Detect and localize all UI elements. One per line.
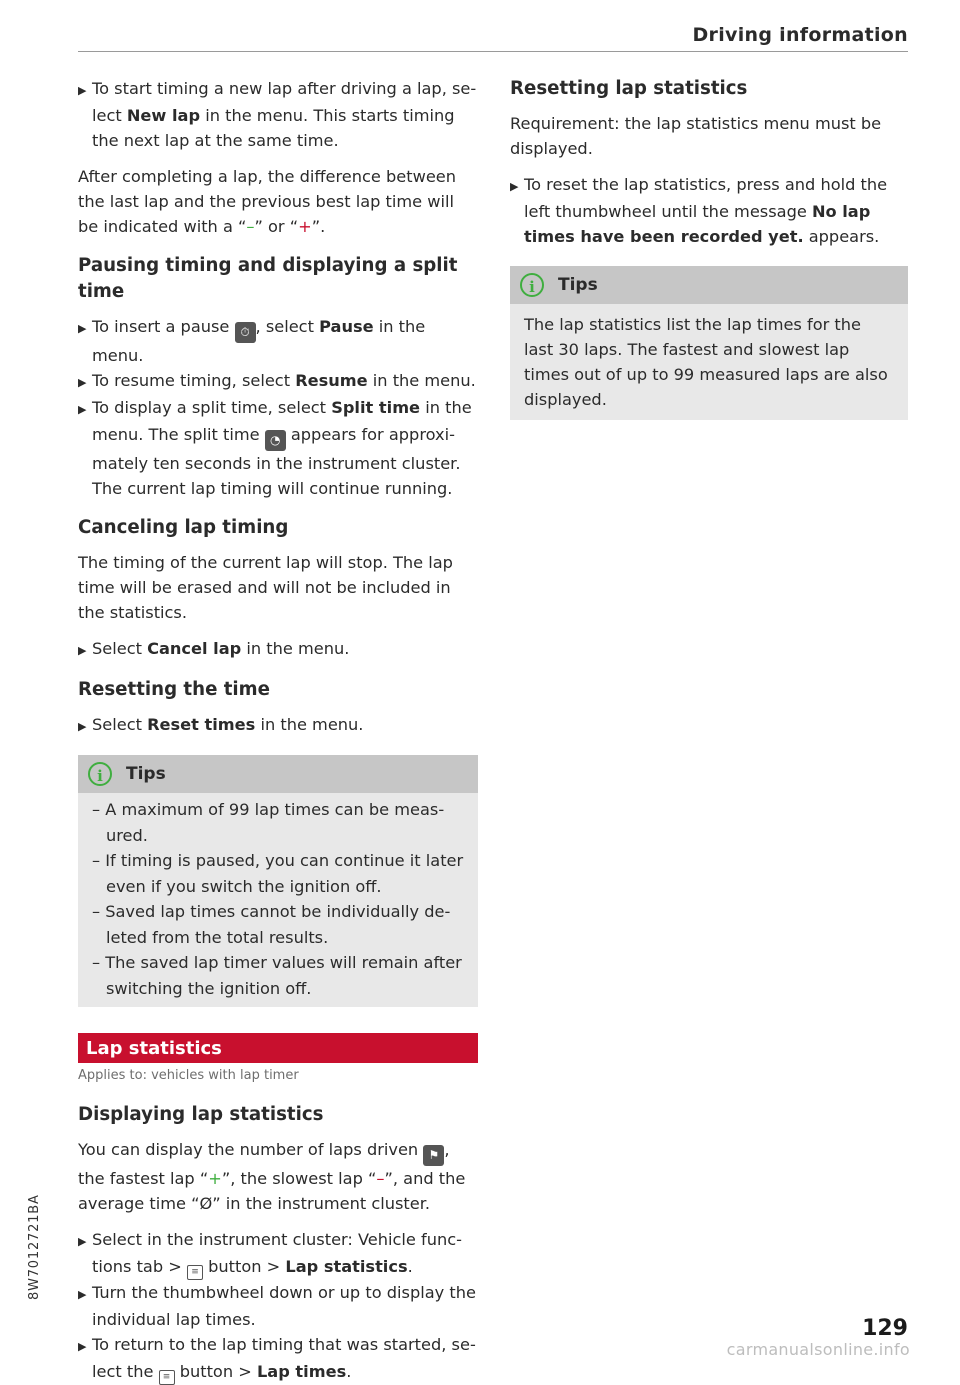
tips-body xyxy=(78,793,478,1007)
lap-difference-text: After completing a lap, the difference between the last lap and the previous best lap time will be indicated with a “–” or “+”. xyxy=(78,167,457,236)
display-text: You can display the number of laps driven ⚑ , the fastest lap “+”, the slowest lap “–”, and the average time “Ø” in the instrument cluster. xyxy=(78,1140,466,1213)
tips-item: – A maximum of 99 lap times can be meas-ured. xyxy=(92,800,445,845)
new-lap-step: ▶ To start timing a new lap after driving a lap, se-lect New lap in the menu. This starts timing the next lap at the same time. xyxy=(78,79,477,150)
stopwatch-split-icon: ◔ xyxy=(265,430,286,451)
checkered-flags-icon: ⚑ xyxy=(423,1145,444,1166)
running-header-title: Driving information xyxy=(692,24,908,46)
return-step: ▶ To return to the lap timing that was started, se-lect the ≡ button > Lap times. xyxy=(78,1332,478,1385)
tips-item: – The saved lap timer values will remain after switching the ignition off. xyxy=(92,953,462,998)
watermark: carmanualsonline.info xyxy=(726,1340,910,1359)
tips-header xyxy=(78,755,478,793)
display-heading: Displaying lap statistics xyxy=(78,1104,324,1125)
document-code: 8W7012721BA xyxy=(27,1194,42,1300)
info-circle-icon: i xyxy=(88,762,112,786)
stopwatch-pause-icon: ⏱ xyxy=(235,322,256,343)
tips-label: Tips xyxy=(558,275,598,295)
cancel-text: The timing of the current lap will stop. The lap time will be erased and will not be included in the statistics. xyxy=(78,553,453,622)
applies-to-note: Applies to: vehicles with lap timer xyxy=(78,1068,299,1083)
thumbwheel-step: ▶ Turn the thumbwheel down or up to display the individual lap times. xyxy=(78,1283,476,1329)
pause-step: ▶ To insert a pause ⏱ , select Pause in the menu. xyxy=(78,317,426,365)
left-column xyxy=(78,76,478,1385)
tips-box-right xyxy=(510,266,908,420)
tips-text: The lap statistics list the lap times for the last 30 laps. The fastest and slowest lap times out of up to 99 measured laps are also displayed. xyxy=(524,315,888,409)
cancel-heading: Canceling lap timing xyxy=(78,517,289,538)
reset-stats-heading: Resetting lap statistics xyxy=(510,78,748,99)
menu-list-icon: ≡ xyxy=(187,1265,203,1280)
cancel-step: ▶ Select Cancel lap in the menu. xyxy=(78,639,350,658)
menu-list-icon: ≡ xyxy=(159,1370,175,1385)
tips-header xyxy=(510,266,908,304)
reset-stats-step: ▶ To reset the lap statistics, press and hold the left thumbwheel until the message No lap times have been recorded yet. appears. xyxy=(510,175,888,246)
lap-statistics-step: ▶ Select in the instrument cluster: Vehicle func-tions tab > ≡ button > Lap statistics. xyxy=(78,1227,478,1280)
tips-body xyxy=(510,304,908,420)
info-circle-icon: i xyxy=(520,273,544,297)
pause-heading: Pausing timing and displaying a split time xyxy=(78,255,458,302)
reset-heading: Resetting the time xyxy=(78,679,270,700)
step-arrow: ▶ xyxy=(78,84,87,97)
tips-item: – Saved lap times cannot be individually de-leted from the total results. xyxy=(92,902,451,947)
resume-step: ▶ To resume timing, select Resume in the menu. xyxy=(78,371,476,390)
header-rule xyxy=(78,51,908,52)
section-band-lap-statistics: Lap statistics xyxy=(78,1033,478,1063)
reset-step: ▶ Select Reset times in the menu. xyxy=(78,715,364,734)
split-time-step: ▶ To display a split time, select Split time in the menu. The split time ◔ appears for approxi-mately ten seconds in the instrument cluster. The current lap timing will continue running. xyxy=(78,398,472,498)
tips-box xyxy=(78,755,478,1007)
tips-label: Tips xyxy=(126,764,166,784)
right-column xyxy=(510,76,908,420)
page-number: 129 xyxy=(862,1316,908,1341)
tips-item: – If timing is paused, you can continue it later even if you switch the ignition off. xyxy=(92,851,464,896)
requirement-text: Requirement: the lap statistics menu must be displayed. xyxy=(510,114,882,158)
